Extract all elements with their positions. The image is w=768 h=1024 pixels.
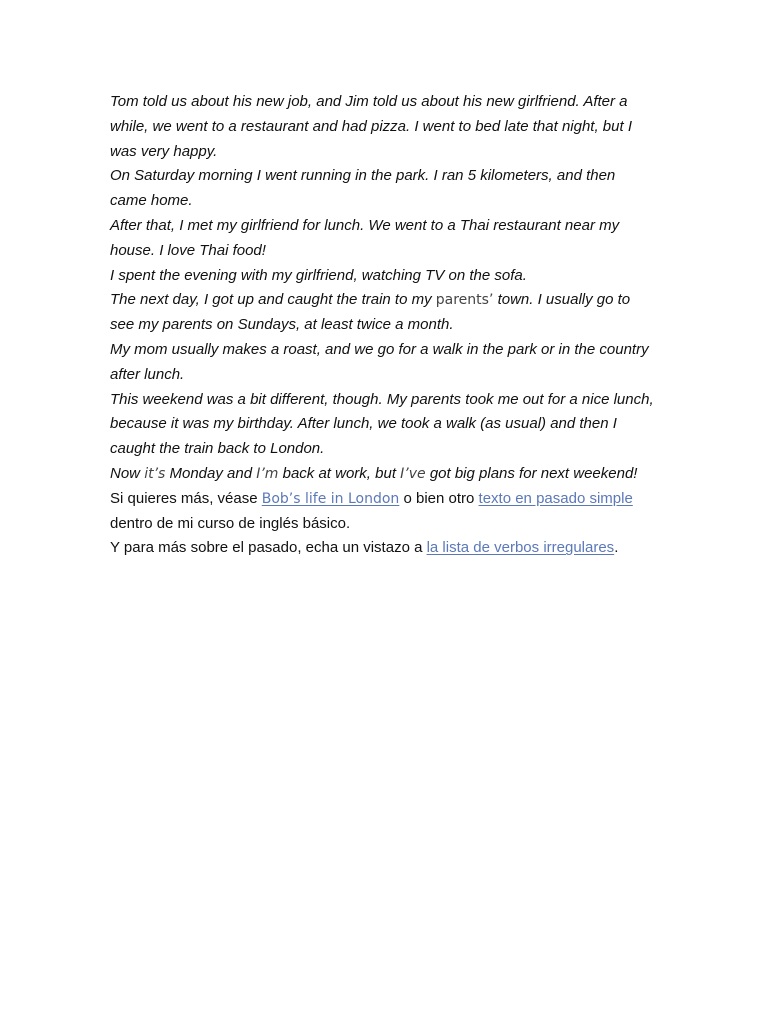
bobs-life-link[interactable]: Bob’s life in London [261, 490, 400, 507]
footer-line-1-text-1: Si quieres más, véase [110, 489, 262, 507]
irregular-verbs-link[interactable]: la lista de verbos irregulares [426, 539, 615, 557]
footer-line-2-text-1: Y para más sobre el pasado, echa un vistazo a [110, 539, 427, 557]
paragraph-8-word-1: it’s [144, 465, 166, 482]
document-body [110, 90, 655, 561]
paragraph-8-text-2: Monday and [165, 464, 257, 482]
footer-line-2 [110, 536, 655, 561]
paragraph-8 [110, 462, 655, 487]
footer-line-1-text-2: o bien otro [399, 489, 479, 507]
paragraph-5 [110, 288, 655, 338]
footer-line-1 [110, 487, 655, 537]
footer-line-2-text-2: . [614, 539, 619, 557]
paragraph-5-text-b: town. I usually go to see my parents on Sundays, at least twice a month. [110, 291, 631, 334]
paragraph-4: I spent the evening with my girlfriend, watching TV on the sofa. [110, 266, 527, 284]
pasado-simple-link[interactable]: texto en pasado simple [478, 489, 633, 507]
paragraph-8-text-4: got big plans for next weekend! [425, 464, 638, 482]
paragraph-2: On Saturday morning I went running in the park. I ran 5 kilometers, and then came home. [110, 167, 616, 210]
paragraph-6: My mom usually makes a roast, and we go for a walk in the park or in the country after lunch. [110, 340, 649, 383]
paragraph-3: After that, I met my girlfriend for lunch. We went to a Thai restaurant near my house. I love Thai food! [110, 216, 620, 259]
paragraph-5-word: parents’ [435, 292, 494, 309]
paragraph-8-text-1: Now [110, 464, 145, 482]
footer-line-1-text-3: dentro de mi curso de inglés básico. [110, 514, 351, 532]
paragraph-5-text-a: The next day, I got up and caught the train to my [110, 291, 436, 309]
paragraph-8-word-3: I’ve [400, 465, 426, 482]
paragraph-7: This weekend was a bit different, though. My parents took me out for a nice lunch, because it was my birthday. After lunch, we took a walk (as usual) and then I caught the train back to London. [110, 390, 654, 458]
paragraph-8-text-3: back at work, but [278, 464, 401, 482]
paragraph-1: Tom told us about his new job, and Jim told us about his new girlfriend. After a while, we went to a restaurant and had pizza. I went to bed late that night, but I was very happy. [110, 93, 632, 160]
paragraph-8-word-2: I’m [256, 465, 279, 482]
